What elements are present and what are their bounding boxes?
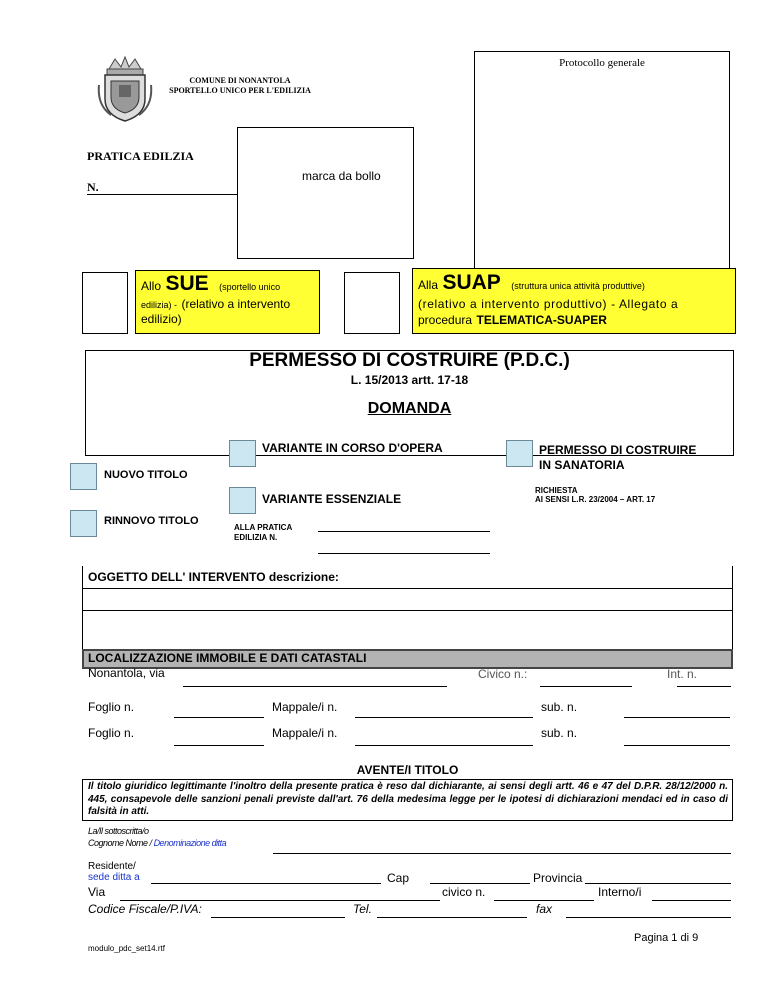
cognome-field[interactable]	[273, 853, 731, 854]
via-persona-label: Via	[88, 885, 106, 899]
localizzazione-title: LOCALIZZAZIONE IMMOBILE E DATI CATASTALI	[88, 651, 367, 665]
alla-pratica-label-2: EDILIZIA N.	[234, 533, 278, 542]
alla-pratica-field-2[interactable]	[318, 553, 490, 554]
stamp-label: marca da bollo	[302, 169, 381, 183]
sue-line3: edilizio)	[141, 312, 182, 326]
avente-title: AVENTE/I TITOLO	[356, 763, 459, 777]
nuovo-titolo-label: NUOVO TITOLO	[104, 469, 188, 481]
alla-pratica-label-1: ALLA PRATICA	[234, 523, 293, 532]
sue-small: (sportello unico	[219, 282, 281, 292]
foglio-label-1: Foglio n.	[88, 700, 135, 714]
tel-label: Tel.	[353, 902, 372, 916]
cf-label: Codice Fiscale/P.IVA:	[88, 902, 202, 916]
sue-big: SUE	[165, 272, 209, 295]
sub-label-2: sub. n.	[541, 726, 578, 740]
sub-label-1: sub. n.	[541, 700, 578, 714]
suap-big: SUAP	[442, 271, 501, 294]
cap-field[interactable]	[430, 883, 530, 884]
richiesta-label-1: RICHIESTA	[535, 486, 578, 495]
main-title: PERMESSO DI COSTRUIRE (P.D.C.)	[249, 350, 570, 371]
sue-checkbox[interactable]	[82, 272, 128, 334]
civico-persona-label: civico n.	[442, 885, 486, 899]
cap-label: Cap	[387, 871, 410, 885]
rinnovo-titolo-label: RINNOVO TITOLO	[104, 515, 199, 527]
suap-line2: (relativo a intervento produttivo) - Allegato a	[418, 297, 679, 311]
civico-persona-field[interactable]	[494, 900, 594, 901]
oggetto-title: OGGETTO DELL' INTERVENTO descrizione:	[88, 570, 339, 584]
civico-label: Civico n.:	[478, 667, 528, 681]
sub-field-2[interactable]	[624, 745, 730, 746]
foglio-label-2: Foglio n.	[88, 726, 135, 740]
sede-ditta-label: sede ditta a	[88, 872, 140, 883]
alla-pratica-field-1[interactable]	[318, 531, 490, 532]
suap-checkbox[interactable]	[344, 272, 400, 334]
practice-label: PRATICA EDILZIA	[87, 149, 194, 163]
suap-line3-pre: procedura	[418, 313, 473, 327]
variante-corso-checkbox[interactable]	[229, 440, 256, 467]
sanatoria-checkbox[interactable]	[506, 440, 533, 467]
via-persona-field[interactable]	[120, 900, 440, 901]
fax-label: fax	[536, 902, 553, 916]
sue-line2-small: edilizia) -	[141, 300, 178, 310]
office-name: SPORTELLO UNICO PER L'EDILIZIA	[169, 86, 311, 95]
practice-number-label: N.	[87, 180, 99, 194]
avente-text: Il titolo giuridico legittimante l'inoltro della presente pratica è reso dal dichiarante, ai sensi degli artt. 46 e 47 del D.P.R. 28/12/2000 n. 445, consapevole delle sanzioni penali previste dall'art. 76 della medesima legge per le ipotesi di dichiarazioni mendaci ed in caso di falsità in atti.	[88, 781, 728, 817]
residente-label: Residente/	[88, 861, 136, 872]
municipal-crest-icon	[97, 55, 153, 125]
provincia-field[interactable]	[585, 883, 731, 884]
mappale-field-1[interactable]	[355, 717, 533, 718]
via-label: Nonantola, via	[88, 666, 165, 680]
nuovo-titolo-checkbox[interactable]	[70, 463, 97, 490]
int-label: Int. n.	[667, 667, 698, 681]
mappale-field-2[interactable]	[355, 745, 533, 746]
richiesta-label-2: AI SENSI L.R. 23/2004 – ART. 17	[535, 495, 656, 504]
mappale-label-1: Mappale/i n.	[272, 700, 338, 714]
cognome-label: Cognome Nome /	[88, 838, 152, 848]
cognome-line	[88, 838, 226, 848]
sanatoria-label-1: PERMESSO DI COSTRUIRE	[539, 443, 697, 457]
oggetto-line-1[interactable]	[82, 588, 733, 589]
sottoscritto-label: La/Il sottoscritta/o	[88, 826, 149, 836]
sue-panel	[135, 270, 320, 334]
sanatoria-label-2: IN SANATORIA	[539, 458, 625, 472]
rinnovo-titolo-checkbox[interactable]	[70, 510, 97, 537]
sub-field-1[interactable]	[624, 717, 730, 718]
denominazione-label: Denominazione ditta	[153, 838, 227, 848]
protocol-label: Protocollo generale	[559, 57, 645, 69]
interno-label: Interno/i	[598, 885, 642, 899]
municipality-name: COMUNE DI NONANTOLA	[189, 76, 291, 85]
suap-panel	[412, 268, 736, 334]
suap-line3-bold: TELEMATICA-SUAPER	[476, 313, 607, 327]
law-reference: L. 15/2013 artt. 17-18	[350, 373, 469, 387]
interno-field[interactable]	[652, 900, 731, 901]
residente-field[interactable]	[151, 883, 381, 884]
practice-number-field[interactable]	[87, 194, 237, 195]
suap-prefix: Alla	[418, 278, 439, 292]
foglio-field-1[interactable]	[174, 717, 264, 718]
sue-line2: (relativo a intervento	[181, 297, 291, 311]
fax-field[interactable]	[566, 917, 731, 918]
cf-field[interactable]	[211, 917, 345, 918]
sue-prefix: Allo	[141, 279, 162, 293]
oggetto-line-2[interactable]	[82, 610, 733, 611]
provincia-label: Provincia	[533, 871, 583, 885]
variante-corso-label: VARIANTE IN CORSO D'OPERA	[262, 441, 443, 455]
via-field[interactable]	[183, 686, 447, 687]
file-name: modulo_pdc_set14.rtf	[88, 944, 165, 953]
mappale-label-2: Mappale/i n.	[272, 726, 338, 740]
domanda-title: DOMANDA	[367, 400, 452, 417]
tel-field[interactable]	[377, 917, 527, 918]
int-field[interactable]	[677, 686, 731, 687]
civico-field[interactable]	[540, 686, 632, 687]
variante-essenziale-checkbox[interactable]	[229, 487, 256, 514]
variante-essenziale-label: VARIANTE ESSENZIALE	[262, 492, 402, 506]
stamp-box	[237, 127, 414, 259]
suap-small: (struttura unica attività produttive)	[511, 281, 645, 291]
foglio-field-2[interactable]	[174, 745, 264, 746]
page-number: Pagina 1 di 9	[634, 932, 699, 944]
